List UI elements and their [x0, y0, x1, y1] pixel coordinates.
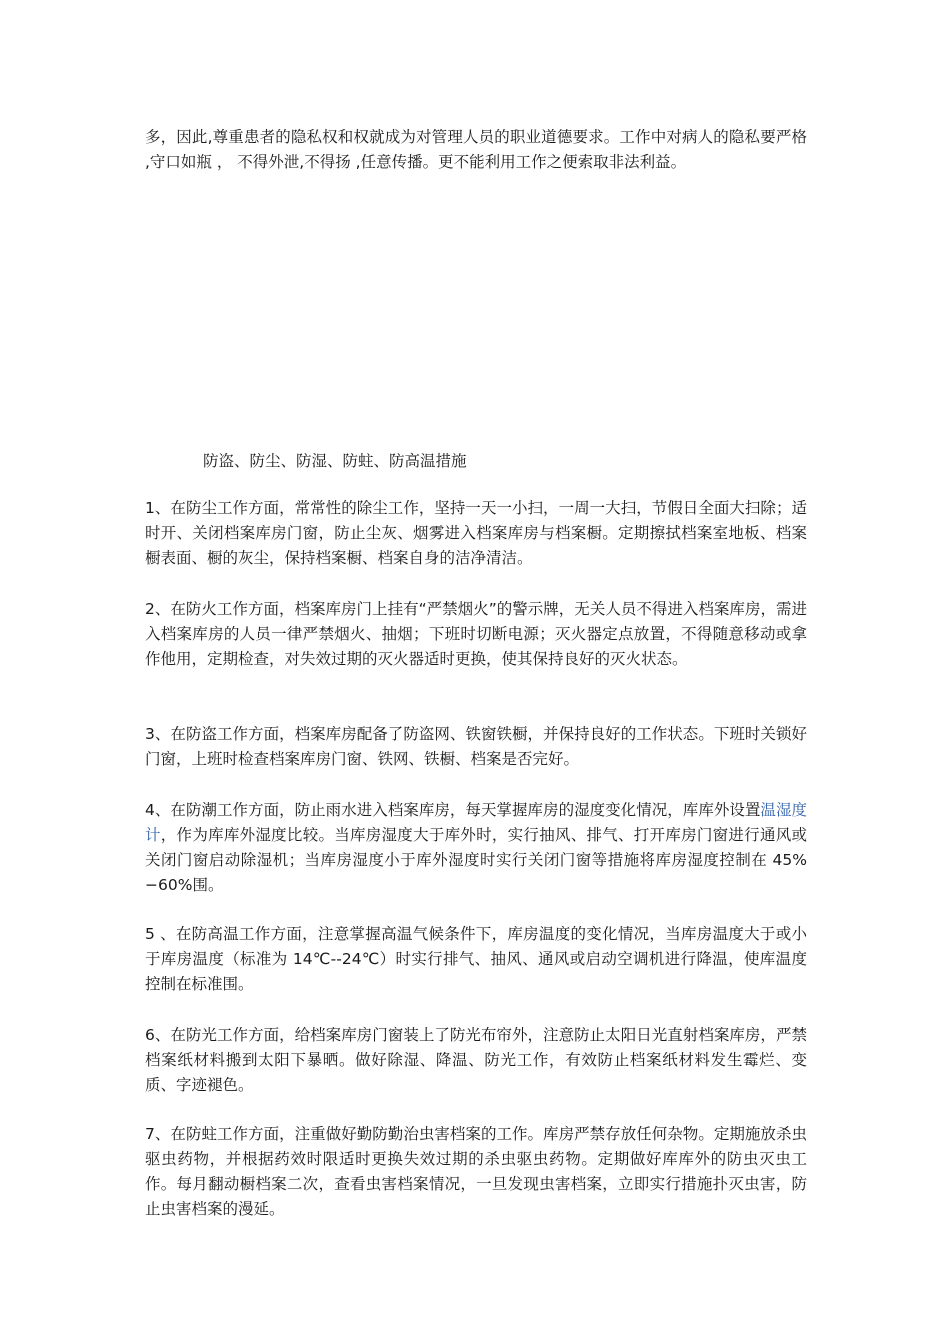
paragraph-fire-prevention: 2、在防火工作方面，档案库房门上挂有“严禁烟火”的警示牌，无关人员不得进入档案库房，需进入档案库房的人员一律严禁烟火、抽烟；下班时切断电源；灭火器定点放置，不得随意移动或拿作他用，定期检查，对失效过期的灭火器适时更换，使其保持良好的灭火状态。	[145, 600, 807, 668]
paragraph-text: ，作为库库外湿度比较。当库房湿度大于库外时，实行抽风、排气、打开库房门窗进行通风或关闭门窗启动除湿机；当库房湿度小于库外湿度时实行关闭门窗等措施将库房湿度控制在 45%−60%围。	[145, 826, 807, 894]
paragraph-light-prevention: 6、在防光工作方面，给档案库房门窗装上了防光布帘外，注意防止太阳日光直射档案库房，严禁档案纸材料搬到太阳下暴晒。做好除湿、降温、防光工作，有效防止档案纸材料发生霉烂、变质、字迹褪色。	[145, 1026, 807, 1094]
hygrometer-link[interactable]: 温湿度计	[145, 801, 807, 844]
paragraph-dust-prevention: 1、在防尘工作方面，常常性的除尘工作，坚持一天一小扫，一周一大扫，节假日全面大扫除；适时开、关闭档案库房门窗，防止尘灰、烟雾进入档案库房与档案橱。定期擦拭档案室地板、档案橱表面、橱的灰尘，保持档案橱、档案自身的洁净清洁。	[145, 499, 807, 567]
paragraph-theft-prevention: 3、在防盗工作方面，档案库房配备了防盗网、铁窗铁橱，并保持良好的工作状态。下班时关锁好门窗，上班时检查档案库房门窗、铁网、铁橱、档案是否完好。	[145, 725, 807, 768]
paragraph-moisture-prevention	[145, 798, 807, 898]
intro-paragraph: 多，因此,尊重患者的隐私权和权就成为对管理人员的职业道德要求。工作中对病人的隐私要严格 ,守口如瓶 ， 不得外泄,不得扬 ,任意传播。更不能利用工作之便索取非法利益。	[145, 128, 807, 171]
paragraph-pest-prevention: 7、在防蛀工作方面，注重做好勤防勤治虫害档案的工作。库房严禁存放任何杂物。定期施放杀虫驱虫药物，并根据药效时限适时更换失效过期的杀虫驱虫药物。定期做好库库外的防虫灭虫工作。每月翻动橱档案二次，查看虫害档案情况，一旦发现虫害档案，立即实行措施扑灭虫害，防止虫害档案的漫延。	[145, 1125, 807, 1218]
section-heading: 防盗、防尘、防湿、防蛀、防高温措施	[203, 452, 467, 470]
paragraph-text: 4、在防潮工作方面，防止雨水进入档案库房，每天掌握库房的湿度变化情况，库库外设置	[145, 801, 761, 819]
paragraph-heat-prevention: 5 、在防高温工作方面，注意掌握高温气候条件下，库房温度的变化情况，当库房温度大于或小于库房温度（标准为 14℃--24℃）时实行排气、抽风、通风或启动空调机进行降温，使库温度控制在标准围。	[145, 925, 807, 993]
